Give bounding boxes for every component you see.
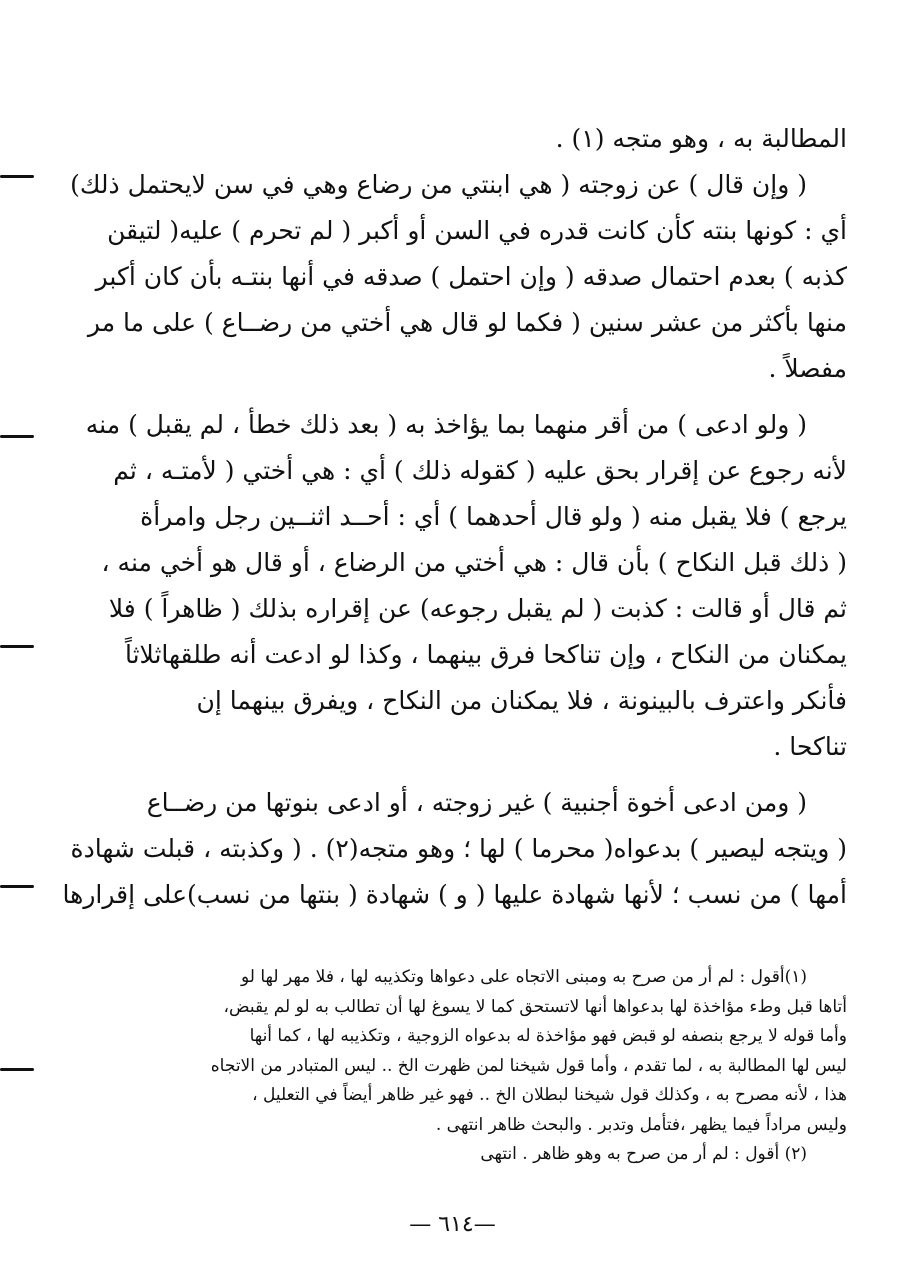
footnote-line: أتاها قبل وطء مؤاخذة لها بدعواها أنها لاتستحق كما لا يسوغ لها أن تطالب به لو لم يقبض، bbox=[223, 996, 847, 1017]
footnote-line: (٢) أقول : لم أر من صرح به وهو ظاهر . انتهى bbox=[480, 1144, 807, 1164]
margin-mark bbox=[0, 645, 34, 648]
text-line: ( ويتجه ليصير ) بدعواه( محرما ) لها ؛ وهو متجه(٢) . ( وكذبته ، قبلت شهادة bbox=[70, 834, 847, 863]
text-line: يرجع ) فلا يقبل منه ( ولو قال أحدهما ) أي : أحــد اثنــين رجل وامرأة bbox=[140, 502, 847, 531]
footnote-line: (١)أقول : لم أر من صرح به ومبنى الاتجاه على دعواها وتكذيبه لها ، فلا مهر لها لو bbox=[240, 967, 807, 987]
footnote-line: وأما قوله لا يرجع بنصفه لو قبض فهو مؤاخذة له بدعواه الزوجية ، وتكذيبه لها ، كما أنها bbox=[249, 1026, 847, 1046]
margin-mark bbox=[0, 885, 34, 888]
margin-mark bbox=[0, 435, 34, 438]
footnotes bbox=[112, 963, 847, 1170]
text-line: منها بأكثر من عشر سنين ( فكما لو قال هي أختي من رضــاع ) على ما مر bbox=[87, 308, 847, 337]
text-line: ( وإن قال ) عن زوجته ( هي ابنتي من رضاع وهي في سن لايحتمل ذلك) bbox=[70, 170, 807, 199]
page-number: —٦١٤ — bbox=[409, 1212, 496, 1237]
text-line: لأنه رجوع عن إقرار بحق عليه ( كقوله ذلك ) أي : هي أختي ( لأمتـه ، ثم bbox=[113, 456, 847, 485]
footnote-line: هذا ، لأنه مصرح به ، وكذلك قول شيخنا لبطلان الخ .. فهو غير ظاهر أيضاً في التعليل ، bbox=[252, 1085, 847, 1105]
text-line: ( ولو ادعى ) من أقر منهما بما يؤاخذ به ( بعد ذلك خطأ ، لم يقبل ) منه bbox=[85, 410, 807, 439]
text-line: المطالبة به ، وهو متجه (١) . bbox=[555, 124, 847, 153]
text-line: كذبه ) بعدم احتمال صدقه ( وإن احتمل ) صدقه في أنها بنتـه بأن كان أكبر bbox=[95, 262, 847, 291]
text-line: ( ومن ادعى أخوة أجنبية ) غير زوجته ، أو ادعى بنوتها من رضــاع bbox=[146, 788, 807, 817]
text-line: أي : كونها بنته كأن كانت قدره في السن أو أكبر ( لم تحرم ) عليه( لتيقن bbox=[107, 216, 847, 245]
text-line: فأنكر واعترف بالبينونة ، فلا يمكنان من النكاح ، ويفرق بينهما إن bbox=[196, 686, 847, 715]
footnote-line: وليس مراداً فيما يظهر ،فتأمل وتدبر . والبحث ظاهر انتهى . bbox=[435, 1114, 847, 1135]
text-line: ( ذلك قبل النكاح ) بأن قال : هي أختي من الرضاع ، أو قال هو أخي منه ، bbox=[101, 548, 847, 577]
margin-mark bbox=[0, 1068, 34, 1071]
text-line: يمكنان من النكاح ، وإن تناكحا فرق بينهما ، وكذا لو ادعت أنه طلقهاثلاثاً bbox=[124, 640, 847, 669]
text-line: مفصلاً . bbox=[768, 354, 847, 383]
main-text bbox=[62, 116, 847, 918]
text-line: ثم قال أو قالت : كذبت ( لم يقبل رجوعه) عن إقراره بذلك ( ظاهراً ) فلا bbox=[108, 594, 847, 623]
footnote-line: ليس لها المطالبة به ، لما تقدم ، وأما قول شيخنا لمن ظهرت الخ .. ليس المتبادر من الاتجاه bbox=[210, 1055, 847, 1076]
text-line: أمها ) من نسب ؛ لأنها شهادة عليها ( و ) شهادة ( بنتها من نسب)على إقرارها bbox=[62, 880, 847, 909]
text-line: تناكحا . bbox=[773, 732, 847, 761]
margin-mark bbox=[0, 175, 34, 178]
